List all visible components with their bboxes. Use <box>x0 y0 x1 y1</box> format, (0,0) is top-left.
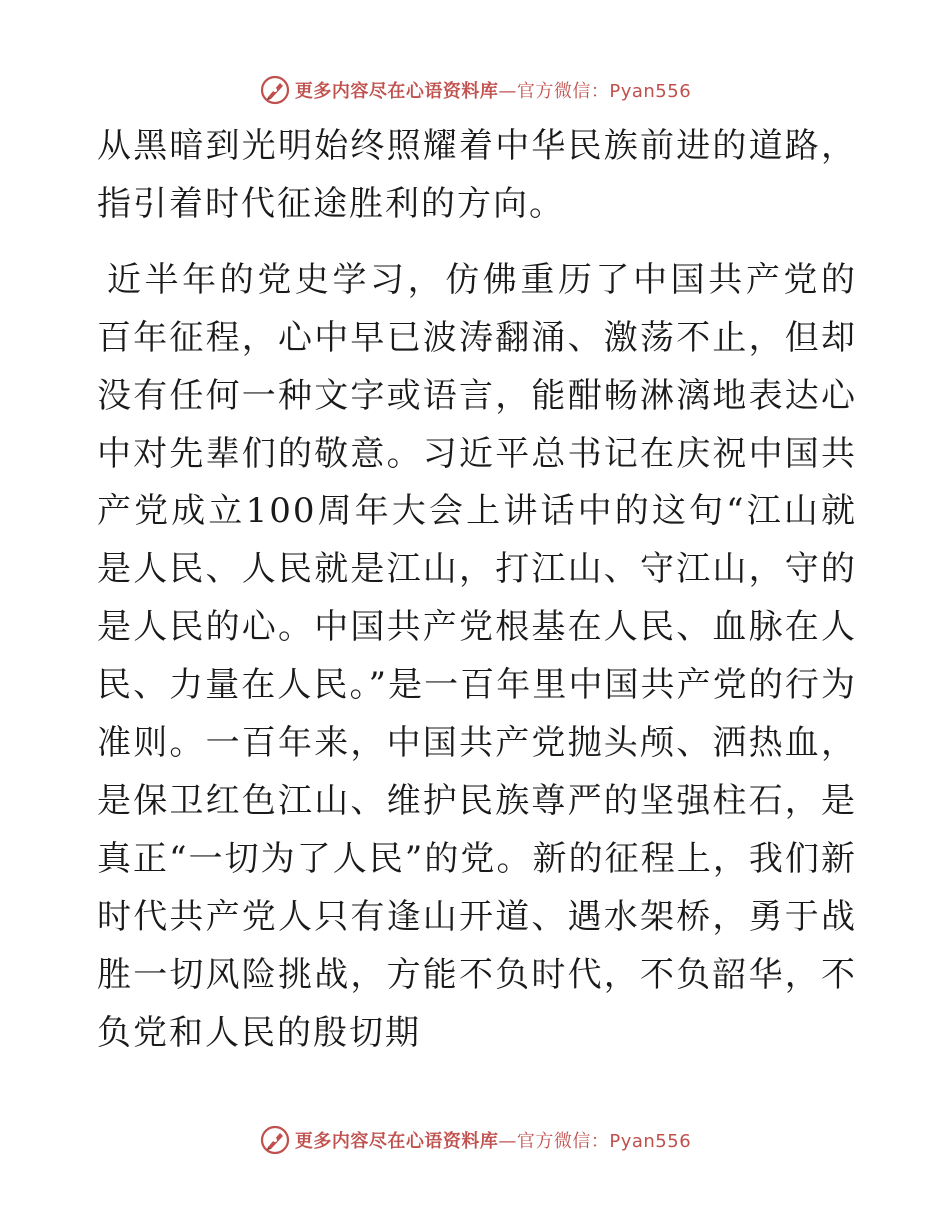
watermark-wechat-id: Pyan556 <box>609 1131 692 1152</box>
watermark-text <box>295 77 691 103</box>
watermark-wechat-id: Pyan556 <box>609 81 692 102</box>
body-paragraph-2: 近半年的党史学习，仿佛重历了中国共产党的百年征程，心中早已波涛翻涌、激荡不止，但却没有任何一种文字或语言，能酣畅淋漓地表达心中对先辈们的敬意。习近平总书记在庆祝中国共产党成立100周年大会上讲话中的这句“江山就是人民、人民就是江山，打江山、守江山，守的是人民的心。中国共产党根基在人民、血脉在人民、力量在人民。”是一百年里中国共产党的行为准则。一百年来，中国共产党抛头颅、洒热血，是保卫红色江山、维护民族尊严的坚强柱石，是真正“一切为了人民”的党。新的征程上，我们新时代共产党人只有逢山开道、遇水架桥，勇于战胜一切风险挑战，方能不负时代，不负韶华，不负党和人民的殷切期 <box>97 259 857 1053</box>
footer-watermark-banner <box>0 1120 950 1160</box>
watermark-text <box>295 1127 691 1153</box>
body-paragraph-1: 从黑暗到光明始终照耀着中华民族前进的道路，指引着时代征途胜利的方向。 <box>97 126 857 224</box>
document-body <box>97 118 857 1063</box>
pen-logo-icon <box>259 74 291 106</box>
watermark-dash: — <box>498 81 517 102</box>
pen-logo-icon <box>259 1124 291 1156</box>
watermark-official-label: 官方微信： <box>516 81 610 102</box>
header-watermark-banner <box>0 70 950 110</box>
watermark-dash: — <box>498 1131 517 1152</box>
watermark-site-name: 更多内容尽在心语资料库 <box>294 1131 499 1152</box>
watermark-site-name: 更多内容尽在心语资料库 <box>294 81 499 102</box>
footer-watermark <box>259 1124 691 1156</box>
header-watermark <box>259 74 691 106</box>
watermark-official-label: 官方微信： <box>516 1131 610 1152</box>
